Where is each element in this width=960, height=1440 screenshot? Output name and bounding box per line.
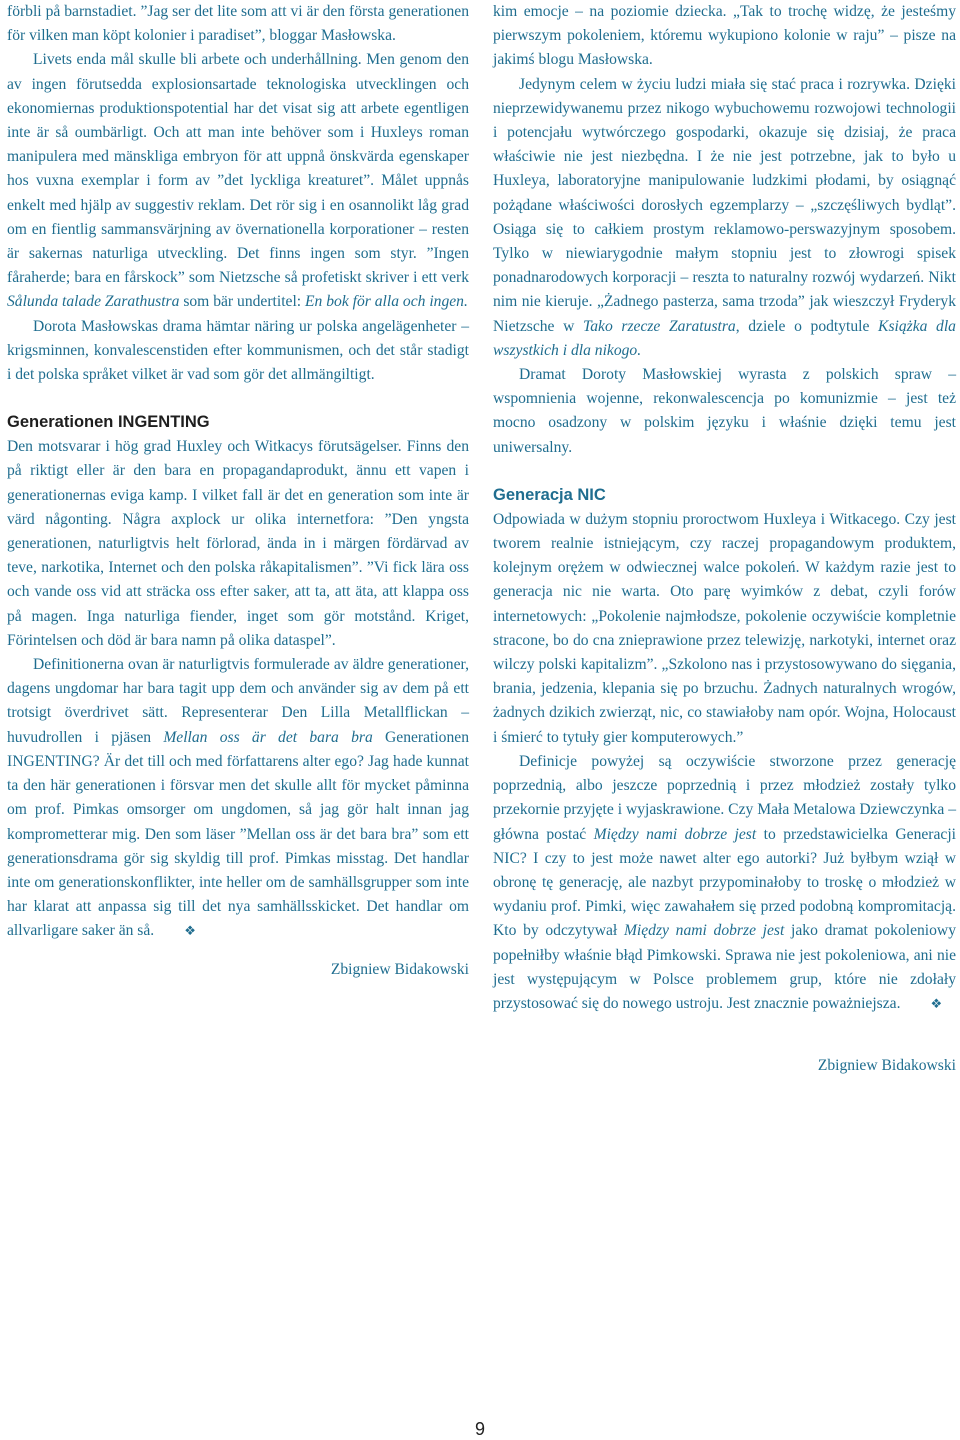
end-ornament-icon: ❖	[184, 923, 196, 939]
right-paragraph-3: Odpowiada w dużym stopniu proroctwom Huxleya i Witkacego. Czy jest tworem realnie istniejącym, czy raczej propagandowym produktem, kolejnym orężem w odwiecznej walce pokoleń. W każdym razie jest to generacja nic nie warta. Oto parę wyimków z debat, czyli forów internetowych: „Pokolenie najmłodsze, pokolenie oczywiście kompletnie stracone, bo do cna znieprawione przez telewizję, narkotyki, internet oraz wilczy polski kapitalizm”. „Szkolono nas i przystosowywano do sięgania, brania, jedzenia, klepania się po brzuchu. Żadnych naturalnych wrogów, żadnych dzikich zwierząt, nic, co stawiałoby nam opór. Wojna, Holocaust i śmierć to tytuły gier komputerowych.”	[493, 510, 956, 746]
right-section-heading: Generacja NIC	[493, 485, 606, 504]
book-subtitle-sv: En bok för alla och ingen.	[305, 293, 468, 311]
right-intro-paragraph: kim emocje – na poziomie dziecka. „Tak to trochę widzę, że jesteśmy pierwszym pokoleniem, któremu wykupiono kolonie w raju” – pisze na jakimś blogu Masłowska.	[493, 3, 956, 69]
left-intro-paragraph: förbli på barnstadiet. ”Jag ser det lite som att vi är den första generationen för vilken man köpt kolonier i paradiset”, bloggar Masłowska.	[7, 3, 469, 45]
right-paragraph-2: Dramat Doroty Masłowskiej wyrasta z polskich spraw – wspomnienia wojenne, rekonwalescencja po komunizmie – jest też mocno osadzony w polskim języku i właśnie dzięki temu jest uniwersalny.	[493, 366, 956, 456]
left-paragraph-1: Livets enda mål skulle bli arbete och underhållning. Men genom den av ingen förutsedda explosionsartade teknologiska utvecklingen och ekonomiernas produktionspotential har det visat sig att arbete egentligen inte är så oumbärligt. Och att man inte behöver som i Huxleys roman manipulera med mänskliga embryon för att uppnå önskvärda egenskaper hos vuxna exemplar i form av ”det lyckliga kreaturet”. Målet uppnås enkelt med hjälp av suggestiv reklam. Det rör sig i en osannolikt låg grad om en fientlig sammansvärjning av övernationella korporationer – resten är sakernas naturliga utveckling. Det finns ingen som styr. ”Ingen fåraherde; bara en fårskock” som Nietzsche så profetiskt skriver i ett verk Sålunda talade Zarathustra som bär undertitel: En bok för alla och ingen.	[7, 51, 469, 311]
book-subtitle-pl: Książka dla wszystkich i dla nikogo.	[493, 317, 956, 359]
book-title-zarathustra-sv: Sålunda talade Zarathustra	[7, 293, 180, 311]
left-paragraph-4: Definitionerna ovan är naturligtvis formulerade av äldre generationer, dagens ungdomar har bara tagit upp dem och använder sig av dem på ett trotsigt överdrivet sätt. Representerar Den Lilla Metallflickan – huvudrollen i pjäsen Mellan oss är det bara bra Generationen INGENTING? Är det till och med författarens alter ego? Jag hade kunnat ta den här generationen i försvar men det skulle allt för mycket påminna om prof. Pimkas omsorger om ungdomen, så jag gör halt innan jag komprometterar mig. Den som läser ”Mellan oss är det bara bra” som ett generationsdrama gör sig skyldig till prof. Pimkas misstag. Det handlar inte om generationskonflikter, inte heller om de samhällsgrupper som inte har klarat att anpassa sig till det nya samhällsskicket. Det handlar om allvarligare saker än så. ❖	[7, 653, 469, 943]
right-signature: Zbigniew Bidakowski	[817, 1057, 956, 1075]
page-number: 9	[474, 1419, 485, 1439]
end-ornament-icon: ❖	[930, 995, 943, 1011]
play-title-pl: Między nami dobrze jest	[593, 825, 757, 843]
right-paragraph-4: Definicje powyżej są oczywiście stworzone przez generację poprzednią, albo jeszcze poprzednią i przez młodzież zostały tylko przekornie przyjęte i wyjaskrawione. Czy Mała Metalowa Dziewczynka – główna postać Między nami dobrze jest to przedstawicielka Generacji NIC? I czy to jest może nawet alter ego autorki? Już byłbym wziął w obronę tę generację, ale nazbyt przypominałoby to troskę o młodzież w wydaniu prof. Pimki, więc zawahałem się przed podobną kompromitacją. Kto by odczytywał Między nami dobrze jest jako dramat pokoleniowy popełniłby właśnie błąd Pimkowski. Sprawa nie jest pokoleniowa, ani nie jest występującym w Polsce problemem grup, które nie zdołały przystosować się do nowego ustroju. Jest znacznie poważniejsza. ❖	[493, 750, 956, 1016]
right-paragraph-1: Jedynym celem w życiu ludzi miała się stać praca i rozrywka. Dzięki nieprzewidywanemu przez nikogo wybuchowemu rozwojowi technologii i potencjału wytwórczego gospodarki, okazuje się dzisiaj, że praca właściwie nie jest niezbędna. I że nie jest potrzebne, jak to było u Huxleya, laboratoryjne manipulowanie ludzkimi płodami, by osiągnąć pożądane właściwości dorosłych egzemplarzy – „szczęśliwych bydląt”. Osiąga się to całkiem prostym reklamowo-perswazyjnym sposobem. Tylko w niewiarygodnie małym stopniu jest to złowrogi spisek ponadnarodowych korporacji – reszta to naturalny rozwój wydarzeń. Nikt nim nie kieruje. „Żadnego pasterza, sama trzoda” jak wieszczył Fryderyk Nietzsche w Tako rzecze Zaratustra, dziele o podtytule Książka dla wszystkich i dla nikogo.	[493, 75, 956, 359]
left-column-swedish	[7, 0, 469, 982]
play-title-pl-2: Między nami dobrze jest	[623, 922, 785, 940]
left-signature: Zbigniew Bidakowski	[330, 960, 469, 978]
book-title-zaratustra-pl: Tako rzecze Zaratustra	[583, 317, 736, 335]
left-paragraph-2: Dorota Masłowskas drama hämtar näring ur polska angelägenheter – krigsminnen, konvalescenstiden efter kommunismen, och det står stadigt i det polska språket vilket är vad som gör det allmängiltigt.	[7, 317, 469, 384]
right-column-polish	[493, 0, 956, 1078]
left-section-heading: Generationen INGENTING	[7, 413, 210, 432]
play-title-sv: Mellan oss är det bara bra	[163, 728, 373, 746]
left-paragraph-3: Den motsvarar i hög grad Huxley och Witkacys förutsägelser. Finns den på riktigt eller är den bara en propagandaprodukt, ännu ett vapen i generationernas eviga kamp. I vilket fall är det en generation som inte är värd någonting. Några axplock ur olika internetforа: ”Den yngsta generationen, naturligtvis helt förlorad, ända in i märgen fördärvad av teve, narkotika, Internet och den polska råkapitalismen”. ”Vi fick lära oss och vande oss vid att sträcka oss efter saker, att ta, att äta, att klappa oss på magen. Inga naturliga fiender, inget som gör motstånd. Kriget, Förintelsen och död är bara namn på olika dataspel”.	[7, 438, 469, 649]
